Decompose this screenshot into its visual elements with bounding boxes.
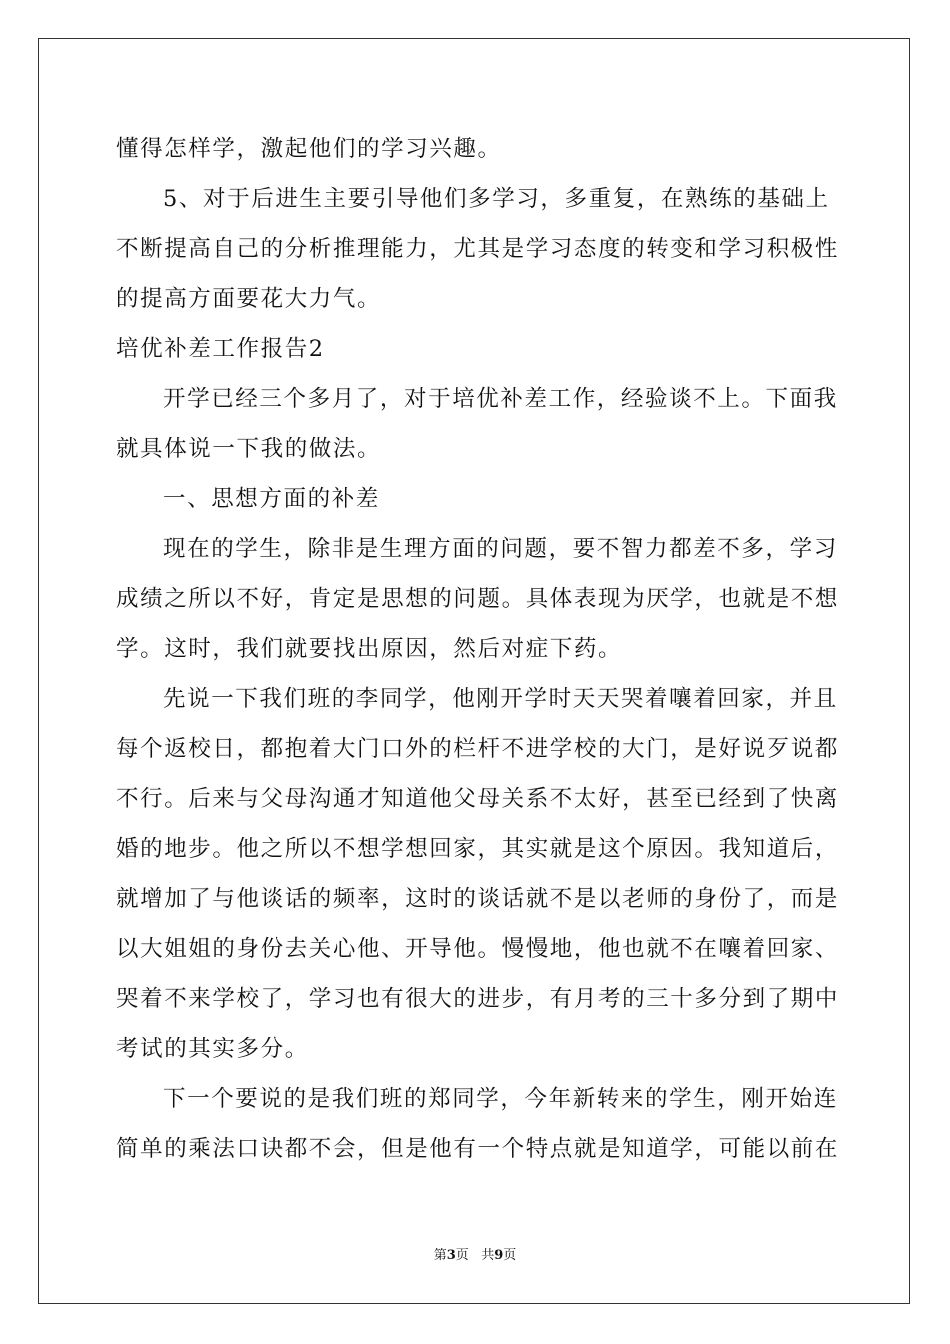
text-line: 简单的乘法口诀都不会，但是他有一个特点就是知道学，可能以前在 (116, 1136, 840, 1162)
text-line: 婚的地步。他之所以不想学想回家，其实就是这个原因。我知道后， (116, 836, 840, 862)
text-line: 每个返校日，都抱着大门口外的栏杆不进学校的大门，是好说歹说都 (116, 736, 840, 762)
text-line: 成绩之所以不好，肯定是思想的问题。具体表现为厌学，也就是不想 (116, 586, 840, 612)
text-line: 开学已经三个多月了，对于培优补差工作，经验谈不上。下面我 (163, 386, 838, 412)
text-line: 考试的其实多分。 (116, 1036, 309, 1062)
text-line: 就增加了与他谈话的频率，这时的谈话就不是以老师的身份了，而是 (116, 886, 840, 912)
text-line: 5、对于后进生主要引导他们多学习，多重复，在熟练的基础上 (163, 186, 830, 212)
text-line: 不行。后来与父母沟通才知道他父母关系不太好，甚至已经到了快离 (116, 786, 840, 812)
text-line: 懂得怎样学，激起他们的学习兴趣。 (116, 136, 502, 162)
total-pages: 9 (494, 1248, 504, 1263)
page-suffix: 页 (455, 1248, 469, 1263)
text-line: 学。这时，我们就要找出原因，然后对症下药。 (116, 636, 623, 662)
page-prefix: 第 (433, 1248, 447, 1263)
text-line: 就具体说一下我的做法。 (116, 436, 382, 462)
page-number: 3 (446, 1248, 456, 1263)
text-line: 以大姐姐的身份去关心他、开导他。慢慢地，他也就不在嚷着回家、 (116, 936, 840, 962)
total-suffix: 页 (503, 1248, 517, 1263)
text-line: 下一个要说的是我们班的郑同学，今年新转来的学生，刚开始连 (163, 1086, 838, 1112)
text-line: 的提高方面要花大力气。 (116, 286, 382, 312)
text-line: 现在的学生，除非是生理方面的问题，要不智力都差不多，学习 (163, 536, 838, 562)
page-footer (0, 1244, 950, 1263)
page-border (38, 38, 910, 1304)
text-line: 不断提高自己的分析推理能力，尤其是学习态度的转变和学习积极性 (116, 236, 840, 262)
text-line: 先说一下我们班的李同学，他刚开学时天天哭着嚷着回家，并且 (163, 686, 838, 712)
text-line: 哭着不来学校了，学习也有很大的进步，有月考的三十多分到了期中 (116, 986, 840, 1012)
subheading: 一、思想方面的补差 (163, 486, 380, 512)
total-prefix: 共 (481, 1248, 495, 1263)
section-heading: 培优补差工作报告2 (116, 336, 325, 362)
